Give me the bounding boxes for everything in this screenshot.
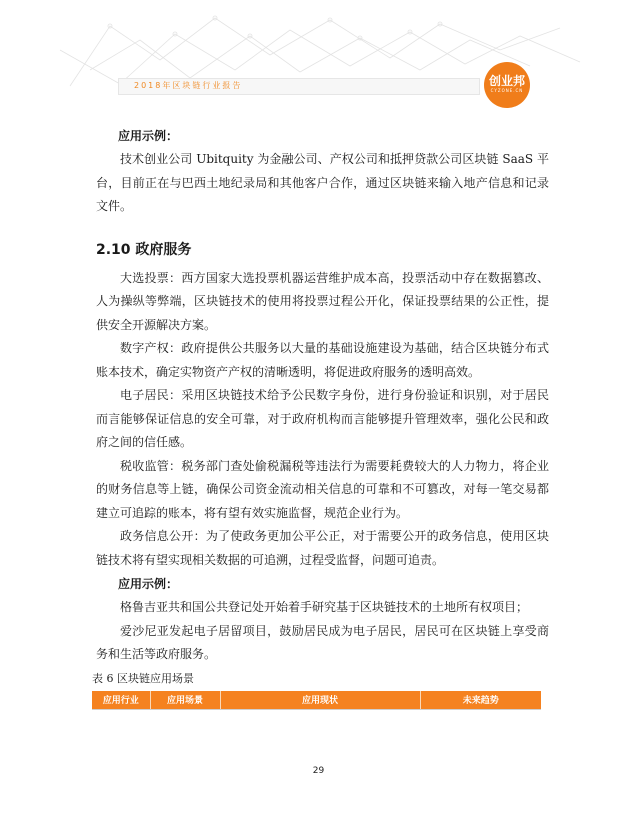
table-header-industry: 应用行业 — [92, 691, 150, 709]
table-bottom-rule — [92, 709, 541, 710]
table-header-trend: 未来趋势 — [420, 691, 541, 709]
table-header-row — [92, 691, 541, 709]
logo-subtext: CYZONE.CN — [490, 88, 524, 93]
report-title: 2018年区块链行业报告 — [134, 81, 243, 90]
section-title: 2.10 政府服务 — [96, 241, 192, 258]
table-header-scenario: 应用场景 — [150, 691, 220, 709]
paragraph-e-residency: 电子居民：采用区块链技术给予公民数字身份，进行身份验证和识别，对于居民而言能够保证信息的安全可靠，对于政府机构而言能够提升管理效率，强化公民和政府之间的信任感。 — [96, 388, 549, 449]
example-heading: 应用示例： — [118, 577, 179, 591]
page-content — [92, 124, 549, 710]
logo-text: 创业邦 — [488, 74, 525, 88]
page-number: 29 — [312, 766, 325, 776]
paragraph-tax-supervision: 税收监管：税务部门查处偷税漏税等违法行为需要耗费较大的人力物力，将企业的财务信息等上链，确保公司资金流动相关信息的可靠和不可篡改，对每一笔交易都建立可追踪的账本，将有望有效实施监督，规范企业行为。 — [96, 458, 549, 520]
paragraph-gov-info: 政务信息公开：为了使政务更加公平公正，对于需要公开的政务信息，使用区块链技术将有望实现相关数据的可追溯，过程受监督，问题可追责。 — [96, 529, 549, 567]
table-caption: 表 6 区块链应用场景 — [92, 671, 194, 685]
scenario-table — [92, 691, 541, 709]
example-heading: 应用示例： — [118, 129, 179, 143]
example-item: 爱沙尼亚发起电子居留项目，鼓励居民成为电子居民，居民可在区块链上享受商务和生活等政府服务。 — [96, 623, 549, 661]
example-item: 格鲁吉亚共和国公共登记处开始着手研究基于区块链技术的土地所有权项目； — [120, 600, 529, 614]
example-paragraph: 技术创业公司 Ubitquity 为金融公司、产权公司和抵押贷款公司区块链 SaaS 平台，目前正在与巴西土地纪录局和其他客户合作，通过区块链来输入地产信息和记录文件。 — [96, 152, 549, 213]
paragraph-voting: 大选投票：西方国家大选投票机器运营维护成本高，投票活动中存在数据篡改、人为操纵等弊端，区块链技术的使用将投票过程公开化，保证投票结果的公正性，提供安全开源解决方案。 — [96, 270, 549, 332]
table-header-status: 应用现状 — [220, 691, 420, 709]
paragraph-digital-property: 数字产权：政府提供公共服务以大量的基础设施建设为基础，结合区块链分布式账本技术，确定实物资产产权的清晰透明，将促进政府服务的透明高效。 — [96, 341, 549, 379]
brand-logo — [484, 62, 530, 108]
